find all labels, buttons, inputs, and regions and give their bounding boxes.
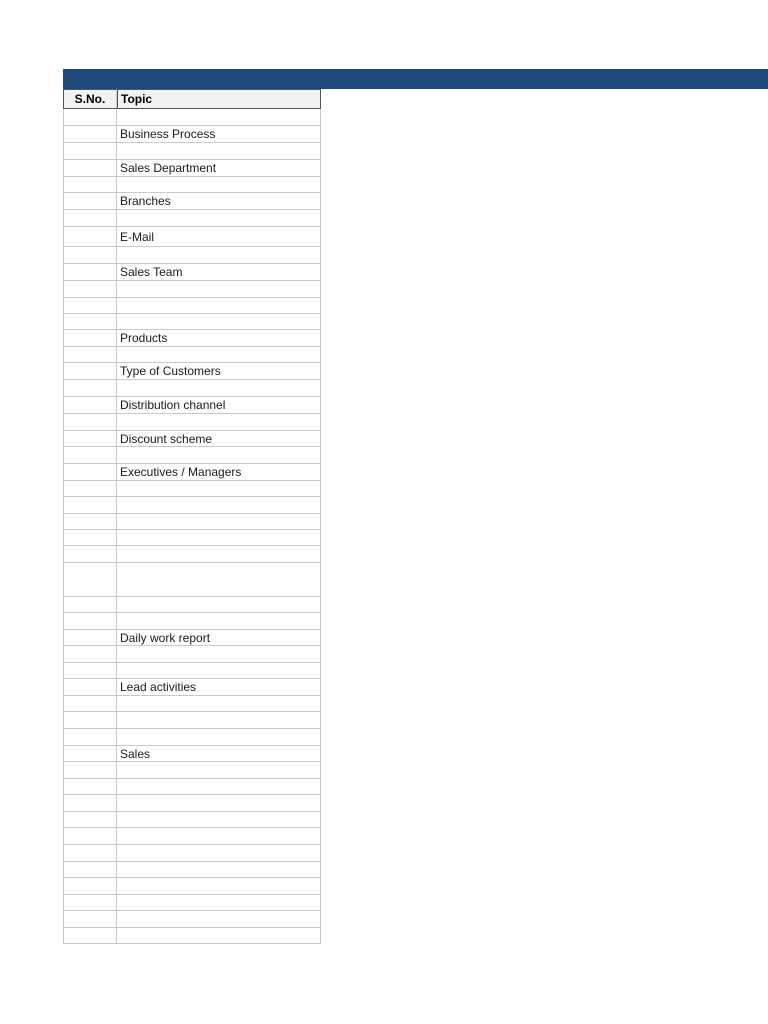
- sno-cell[interactable]: [63, 613, 117, 630]
- topic-cell[interactable]: Executives / Managers: [117, 464, 321, 481]
- topic-cell[interactable]: [117, 828, 321, 845]
- topic-cell[interactable]: Sales Team: [117, 264, 321, 281]
- table-row: [63, 314, 321, 330]
- table-header-row: [63, 89, 321, 109]
- sno-cell[interactable]: [63, 928, 117, 944]
- table-row: [63, 363, 321, 380]
- sno-cell[interactable]: [63, 779, 117, 795]
- table-row: [63, 911, 321, 928]
- sno-cell[interactable]: [63, 414, 117, 431]
- topic-cell[interactable]: [117, 613, 321, 630]
- sno-cell[interactable]: [63, 464, 117, 481]
- topic-cell[interactable]: [117, 546, 321, 563]
- topic-cell[interactable]: [117, 729, 321, 746]
- sno-cell[interactable]: [63, 481, 117, 497]
- sno-cell[interactable]: [63, 828, 117, 845]
- table-row: [63, 895, 321, 911]
- table-row: [63, 126, 321, 143]
- sno-cell[interactable]: [63, 314, 117, 330]
- sno-cell[interactable]: [63, 646, 117, 663]
- table-row: [63, 380, 321, 397]
- sno-cell[interactable]: [63, 911, 117, 928]
- sno-cell[interactable]: [63, 729, 117, 746]
- table-row: [63, 712, 321, 729]
- table-row: [63, 298, 321, 314]
- topic-cell[interactable]: [117, 109, 321, 126]
- sno-cell[interactable]: [63, 397, 117, 414]
- table-body: [63, 109, 321, 944]
- topic-cell[interactable]: [117, 646, 321, 663]
- table-row: [63, 447, 321, 464]
- topic-cell[interactable]: Lead activities: [117, 679, 321, 696]
- topic-cell[interactable]: [117, 247, 321, 264]
- topic-cell[interactable]: [117, 878, 321, 895]
- table-row: [63, 264, 321, 281]
- sno-cell[interactable]: [63, 347, 117, 363]
- sno-cell[interactable]: [63, 264, 117, 281]
- topic-cell[interactable]: [117, 281, 321, 298]
- table-row: [63, 928, 321, 944]
- topic-cell[interactable]: Distribution channel: [117, 397, 321, 414]
- sno-cell[interactable]: [63, 878, 117, 895]
- sno-cell[interactable]: [63, 546, 117, 563]
- topic-cell[interactable]: [117, 177, 321, 193]
- table-row: [63, 109, 321, 126]
- table-row: [63, 530, 321, 546]
- sno-cell[interactable]: [63, 177, 117, 193]
- sno-cell[interactable]: [63, 143, 117, 160]
- table-row: [63, 646, 321, 663]
- table-row: [63, 729, 321, 746]
- topic-cell[interactable]: [117, 514, 321, 530]
- topic-cell[interactable]: [117, 696, 321, 712]
- table-row: [63, 546, 321, 563]
- topic-cell[interactable]: [117, 911, 321, 928]
- sno-cell[interactable]: [63, 663, 117, 679]
- table-row: [63, 177, 321, 193]
- topic-cell[interactable]: [117, 563, 321, 597]
- topic-table: [63, 89, 321, 944]
- table-row: [63, 514, 321, 530]
- topic-cell[interactable]: [117, 347, 321, 363]
- sno-cell[interactable]: [63, 812, 117, 828]
- table-row: [63, 597, 321, 613]
- table-row: [63, 762, 321, 779]
- sno-cell[interactable]: [63, 227, 117, 247]
- sno-cell[interactable]: [63, 845, 117, 862]
- sno-cell[interactable]: [63, 497, 117, 514]
- table-row: [63, 862, 321, 878]
- topic-cell[interactable]: [117, 712, 321, 729]
- sno-cell[interactable]: [63, 862, 117, 878]
- sno-cell[interactable]: [63, 597, 117, 613]
- topic-cell[interactable]: [117, 210, 321, 227]
- sno-cell[interactable]: [63, 530, 117, 546]
- topic-cell[interactable]: [117, 497, 321, 514]
- topic-header: Topic: [117, 89, 321, 109]
- topic-cell[interactable]: [117, 298, 321, 314]
- sno-cell[interactable]: [63, 330, 117, 347]
- table-row: [63, 746, 321, 762]
- table-row: [63, 414, 321, 431]
- table-row: [63, 663, 321, 679]
- topic-cell[interactable]: [117, 597, 321, 613]
- topic-cell[interactable]: [117, 663, 321, 679]
- sno-cell[interactable]: [63, 679, 117, 696]
- table-row: [63, 679, 321, 696]
- table-row: [63, 193, 321, 210]
- table-row: [63, 143, 321, 160]
- topic-cell[interactable]: [117, 795, 321, 812]
- sno-cell[interactable]: [63, 363, 117, 380]
- table-row: [63, 630, 321, 646]
- topic-cell[interactable]: Discount scheme: [117, 431, 321, 447]
- table-row: [63, 160, 321, 177]
- table-row: [63, 330, 321, 347]
- sno-cell[interactable]: [63, 298, 117, 314]
- topic-cell[interactable]: Daily work report: [117, 630, 321, 646]
- sno-cell[interactable]: [63, 193, 117, 210]
- sno-cell[interactable]: [63, 380, 117, 397]
- topic-cell[interactable]: [117, 530, 321, 546]
- topic-cell[interactable]: Branches: [117, 193, 321, 210]
- sno-header: S.No.: [63, 89, 117, 109]
- topic-cell[interactable]: [117, 414, 321, 431]
- sno-cell[interactable]: [63, 447, 117, 464]
- topic-cell[interactable]: [117, 895, 321, 911]
- topic-cell[interactable]: Type of Customers: [117, 363, 321, 380]
- topic-cell[interactable]: [117, 779, 321, 795]
- topic-cell[interactable]: [117, 380, 321, 397]
- table-row: [63, 464, 321, 481]
- sno-cell[interactable]: [63, 696, 117, 712]
- topic-cell[interactable]: [117, 481, 321, 497]
- topic-cell[interactable]: [117, 812, 321, 828]
- table-row: [63, 828, 321, 845]
- table-row: [63, 481, 321, 497]
- topic-cell[interactable]: [117, 862, 321, 878]
- table-row: [63, 878, 321, 895]
- topic-cell[interactable]: [117, 143, 321, 160]
- sno-cell[interactable]: [63, 563, 117, 597]
- table-row: [63, 347, 321, 363]
- table-row: [63, 497, 321, 514]
- table-row: [63, 247, 321, 264]
- sno-cell[interactable]: [63, 210, 117, 227]
- topic-cell[interactable]: Sales Department: [117, 160, 321, 177]
- sno-cell[interactable]: [63, 746, 117, 762]
- table-row: [63, 779, 321, 795]
- table-row: [63, 812, 321, 828]
- topic-cell[interactable]: [117, 845, 321, 862]
- table-row: [63, 210, 321, 227]
- table-row: [63, 795, 321, 812]
- table-row: [63, 613, 321, 630]
- sno-cell[interactable]: [63, 109, 117, 126]
- topic-cell[interactable]: [117, 314, 321, 330]
- sno-cell[interactable]: [63, 160, 117, 177]
- sno-cell[interactable]: [63, 630, 117, 646]
- topic-cell[interactable]: [117, 447, 321, 464]
- sno-cell[interactable]: [63, 762, 117, 779]
- table-row: [63, 563, 321, 597]
- sno-cell[interactable]: [63, 126, 117, 143]
- topic-cell[interactable]: Sales: [117, 746, 321, 762]
- table-row: [63, 397, 321, 414]
- sno-cell[interactable]: [63, 514, 117, 530]
- table-row: [63, 281, 321, 298]
- sno-cell[interactable]: [63, 712, 117, 729]
- topic-cell[interactable]: [117, 762, 321, 779]
- table-row: [63, 845, 321, 862]
- sno-cell[interactable]: [63, 247, 117, 264]
- sno-cell[interactable]: [63, 795, 117, 812]
- table-row: [63, 696, 321, 712]
- table-row: [63, 227, 321, 247]
- sno-cell[interactable]: [63, 281, 117, 298]
- topic-cell[interactable]: Business Process: [117, 126, 321, 143]
- sno-cell[interactable]: [63, 895, 117, 911]
- header-banner: [63, 69, 768, 89]
- topic-cell[interactable]: [117, 928, 321, 944]
- sno-cell[interactable]: [63, 431, 117, 447]
- topic-cell[interactable]: E-Mail: [117, 227, 321, 247]
- table-row: [63, 431, 321, 447]
- topic-cell[interactable]: Products: [117, 330, 321, 347]
